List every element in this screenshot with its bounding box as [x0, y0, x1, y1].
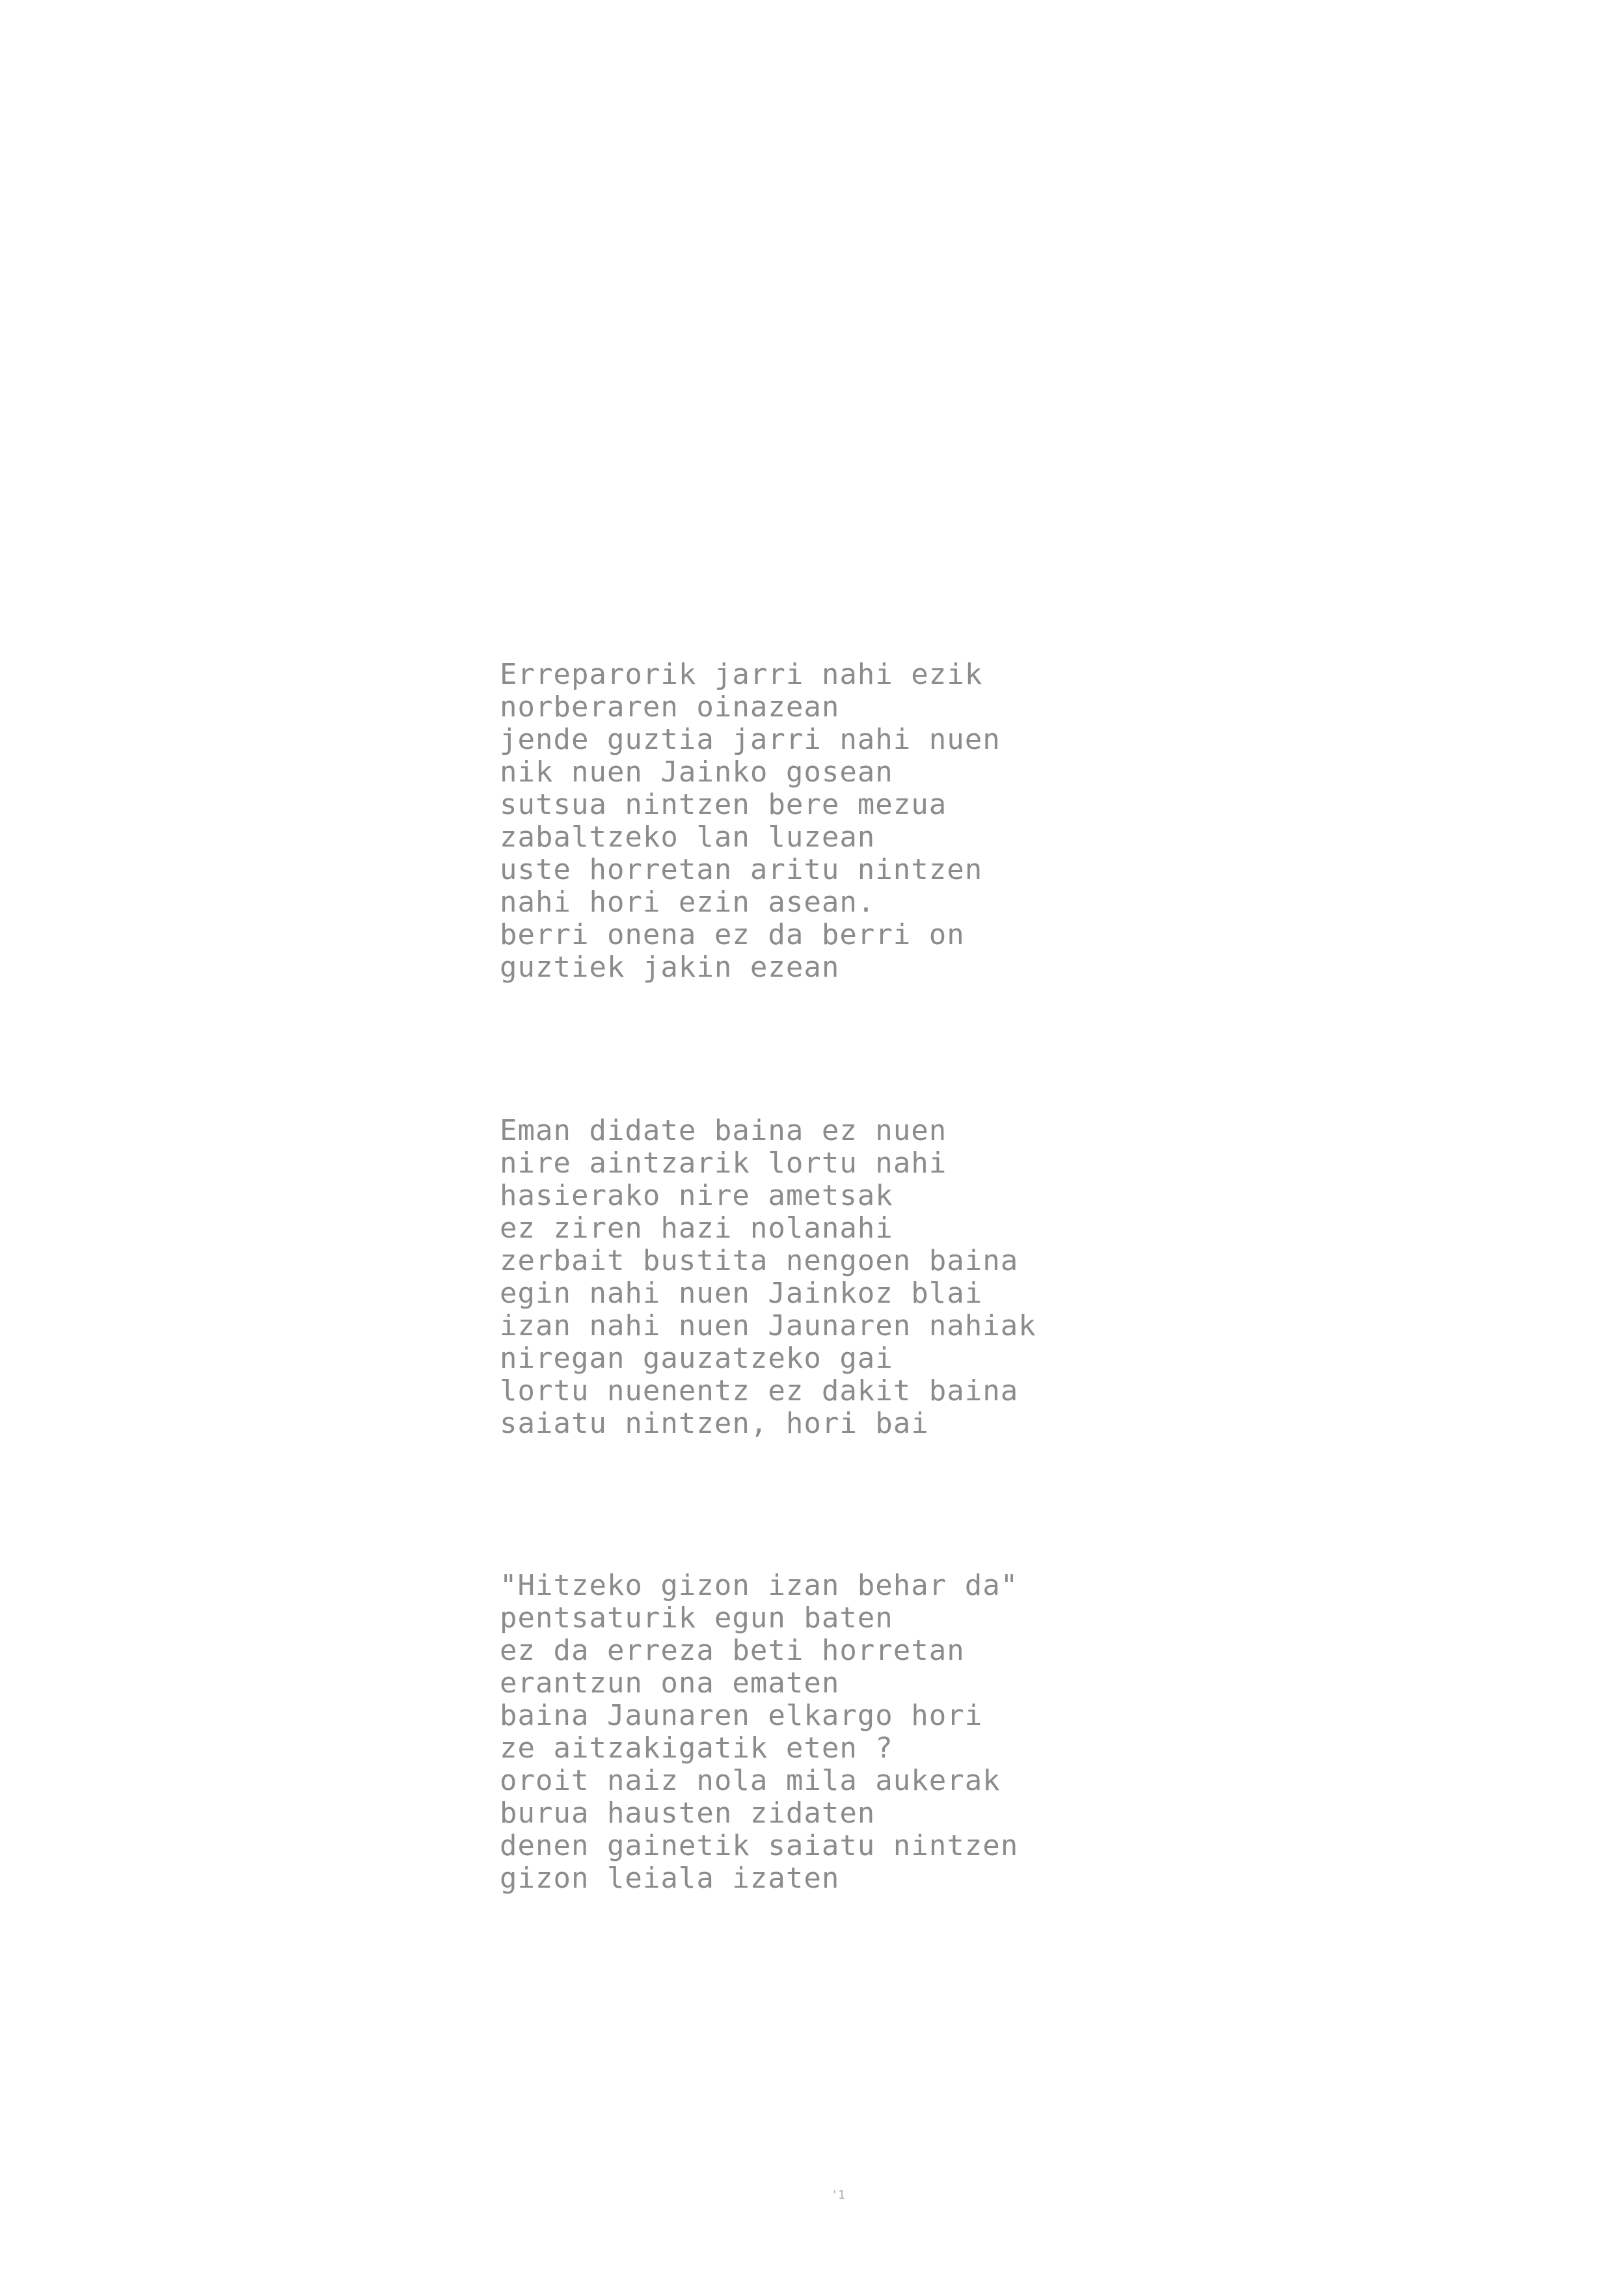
verse-line: uste horretan aritu nintzen [500, 853, 983, 886]
verse-line: niregan gauzatzeko gai [500, 1342, 893, 1375]
verse-line: nire aintzarik lortu nahi [500, 1147, 947, 1180]
verse-line: egin nahi nuen Jainkoz blai [500, 1277, 983, 1310]
verse-line: saiatu nintzen, hori bai [500, 1407, 929, 1440]
verse-line: lortu nuenentz ez dakit baina [500, 1374, 1019, 1407]
stanza-3 [500, 1569, 1150, 1895]
verse-line: ze aitzakigatik eten ? [500, 1732, 893, 1765]
verse-line: ez ziren hazi nolanahi [500, 1212, 893, 1245]
verse-line: nahi hori ezin asean. [500, 886, 876, 919]
verse-line: denen gainetik saiatu nintzen [500, 1829, 1019, 1862]
verse-line: oroit naiz nola mila aukerak [500, 1764, 1001, 1797]
verse-line: "Hitzeko gizon izan behar da" [500, 1569, 1019, 1602]
verse-line: nik nuen Jainko gosean [500, 755, 893, 789]
verse-line: erantzun ona ematen [500, 1666, 840, 1700]
verse-line: norberaren oinazean [500, 690, 840, 724]
verse-line: ez da erreza beti horretan [500, 1634, 965, 1667]
stanza-2 [500, 1115, 1150, 1440]
verse-line: burua hausten zidaten [500, 1797, 876, 1830]
verse-line: hasierako nire ametsak [500, 1179, 893, 1212]
verse-line: berri onena ez da berri on [500, 918, 965, 951]
verse-line: gizon leiala izaten [500, 1862, 840, 1895]
page-number: '1 [831, 2188, 845, 2202]
verse-line: Eman didate baina ez nuen [500, 1114, 947, 1147]
verse-line: sutsua nintzen bere mezua [500, 788, 947, 821]
verse-line: pentsaturik egun baten [500, 1601, 893, 1635]
stanza-1 [500, 659, 1150, 984]
verse-line: guztiek jakin ezean [500, 951, 840, 984]
verse-line: zabaltzeko lan luzean [500, 821, 876, 854]
verse-line: Erreparorik jarri nahi ezik [500, 658, 983, 691]
verse-line: baina Jaunaren elkargo hori [500, 1699, 983, 1732]
verse-line: jende guztia jarri nahi nuen [500, 723, 1001, 756]
verse-line: zerbait bustita nengoen baina [500, 1244, 1019, 1277]
verse-line: izan nahi nuen Jaunaren nahiak [500, 1309, 1036, 1342]
